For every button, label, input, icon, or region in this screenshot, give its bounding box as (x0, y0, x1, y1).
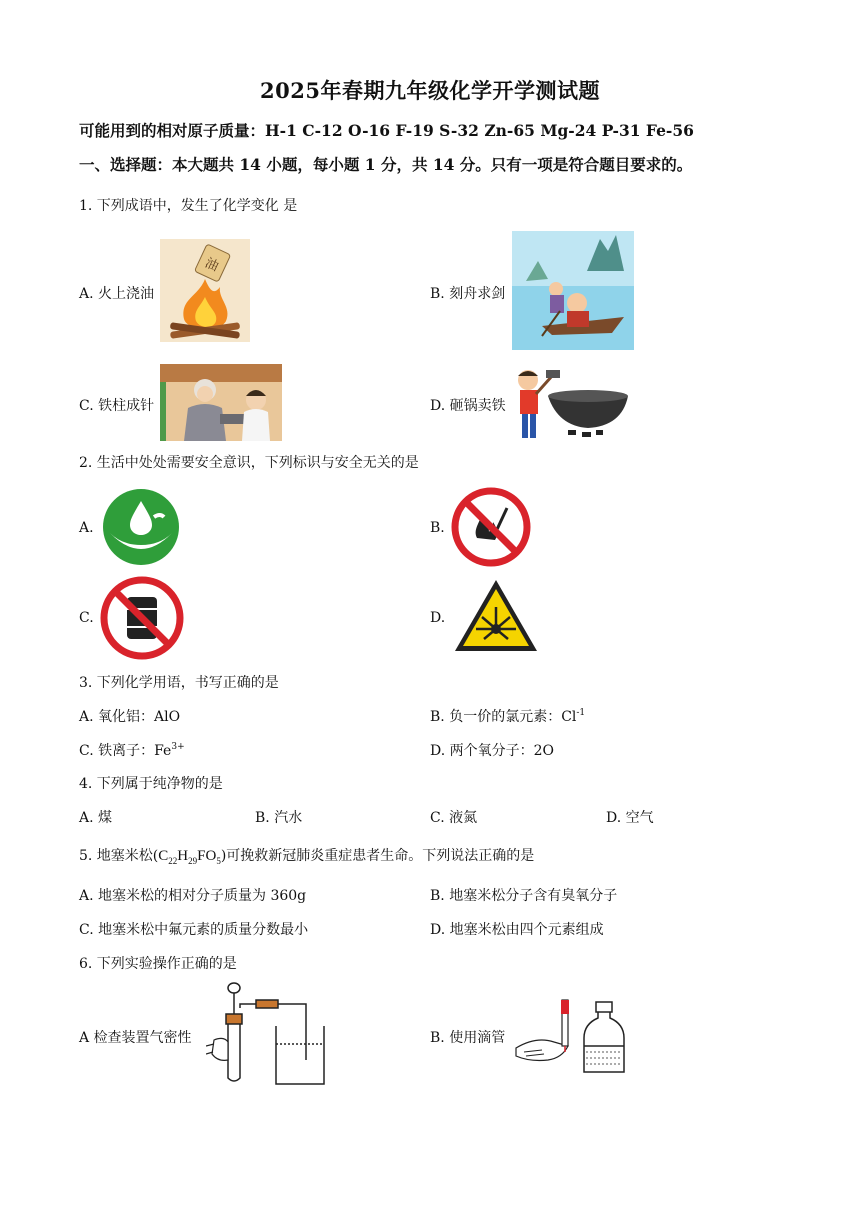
q2-stem: 2. 生活中处处需要安全意识，下列标识与安全无关的是 (79, 455, 419, 471)
q1-option-c: C. 铁柱成针 (79, 398, 155, 414)
q4-option-c: C. 液氮 (430, 810, 478, 826)
q2-option-a: A. (79, 520, 94, 536)
no-fire-sign-icon (449, 486, 533, 568)
q3-option-b: B. 负一价的氯元素：$Cl^{-1}$ (430, 708, 586, 725)
dropper-usage-image (512, 996, 632, 1076)
airtightness-apparatus-image (206, 980, 332, 1088)
q4-stem: 4. 下列属于纯净物的是 (79, 776, 223, 792)
q2-option-b: B. (430, 520, 445, 536)
q6-option-b: B. 使用滴管 (430, 1030, 506, 1046)
q5-option-a: A. 地塞米松的相对分子质量为 360g (79, 888, 307, 904)
iron-needle-image (160, 364, 282, 441)
water-saving-sign-icon (100, 487, 182, 567)
q5-option-b: B. 地塞米松分子含有臭氧分子 (430, 888, 618, 904)
q1-stem: 1. 下列成语中，发生了化学变化 是 (79, 198, 298, 214)
q5-option-c: C. 地塞米松中氟元素的质量分数最小 (79, 922, 309, 938)
section-heading: 一、选择题：本大题共 14 小题，每小题 1 分，共 14 分。只有一项是符合题目要求的。 (79, 155, 693, 174)
q2-option-d: D. (430, 610, 446, 626)
q5-stem: 5. 地塞米松$(C_{22}H_{29}FO_5)$可挽救新冠肺炎重症患者生命。下列说法正确的是 (79, 848, 535, 866)
atomic-masses-line: 可能用到的相对原子质量：H-1 C-12 O-16 F-19 S-32 Zn-65 Mg-24 P-31 Fe-56 (79, 121, 694, 140)
q3-stem: 3. 下列化学用语，书写正确的是 (79, 675, 279, 691)
boat-sword-image (512, 231, 634, 350)
q6-option-a: A 检查装置气密性 (79, 1030, 192, 1046)
q3-option-c: C. 铁离子：$Fe^{3+}$ (79, 742, 185, 759)
oil-can-label: 油 (202, 255, 221, 275)
q4-option-a: A. 煤 (79, 810, 113, 826)
q1-option-b: B. 刻舟求剑 (430, 286, 506, 302)
dexamethasone-formula: $C_{22}H_{29}FO_5$ (158, 848, 221, 866)
explosive-warning-sign-icon (452, 577, 540, 655)
q2-option-c: C. (79, 610, 94, 626)
no-barrel-sign-icon (99, 575, 185, 661)
page-title: 2025年春期九年级化学开学测试题 (260, 78, 600, 103)
q3-option-d: D. 两个氧分子：2O (430, 743, 555, 759)
fire-oil-image (160, 239, 250, 342)
q1-option-d: D. 砸锅卖铁 (430, 398, 506, 414)
q1-option-a: A. 火上浇油 (79, 286, 155, 302)
smash-pot-image (512, 366, 632, 444)
q5-option-d: D. 地塞米松由四个元素组成 (430, 922, 604, 938)
q4-option-d: D. 空气 (606, 810, 654, 826)
q4-option-b: B. 汽水 (255, 810, 303, 826)
q3-option-a: A. 氧化铝：AlO (79, 709, 181, 725)
q6-stem: 6. 下列实验操作正确的是 (79, 956, 237, 972)
